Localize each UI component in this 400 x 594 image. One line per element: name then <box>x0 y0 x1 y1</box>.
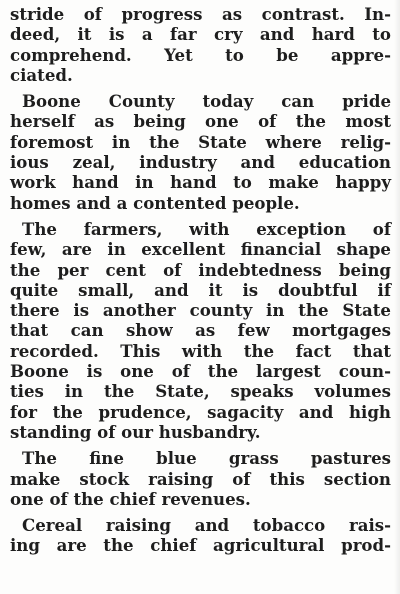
text-line: ciated. <box>10 64 73 85</box>
text-line: work hand in hand to make happy <box>10 172 391 193</box>
text-line: foremost in the State where relig- <box>10 131 391 152</box>
text-line: quite small, and it is doubtful if <box>10 279 391 300</box>
text-line: ing are the chief agricultural prod- <box>10 535 391 556</box>
text-line: there is another county in the State <box>10 300 391 321</box>
text-line: make stock raising of this section <box>10 468 391 489</box>
paragraph-5 <box>10 515 391 556</box>
text-line: ious zeal, industry and education <box>10 152 391 173</box>
paragraph-4 <box>10 448 391 509</box>
text-line: the per cent of indebtedness being <box>10 259 391 280</box>
text-line: herself as being one of the most <box>10 111 391 132</box>
text-line: homes and a contented people. <box>10 192 300 213</box>
text-line: Boone is one of the largest coun- <box>10 361 391 382</box>
page-edge-shadow <box>394 0 400 594</box>
paragraph-2 <box>10 91 391 213</box>
text-line: few, are in excellent financial shape <box>10 239 391 260</box>
text-line: Boone County today can pride <box>22 91 391 112</box>
text-line: The fine blue grass pastures <box>22 448 391 469</box>
text-line: that can show as few mortgages <box>10 320 391 341</box>
paragraph-1 <box>10 4 391 85</box>
text-line: deed, it is a far cry and hard to <box>10 24 391 45</box>
text-line: standing of our husbandry. <box>10 421 261 442</box>
text-line: one of the chief revenues. <box>10 488 251 509</box>
paragraph-3 <box>10 219 391 442</box>
article-column <box>10 4 391 562</box>
text-line: for the prudence, sagacity and high <box>10 401 391 422</box>
text-line: Cereal raising and tobacco rais- <box>22 515 391 536</box>
text-line: stride of progress as contrast. In- <box>10 4 391 24</box>
text-line: The farmers, with exception of <box>22 218 391 239</box>
text-line: ties in the State, speaks volumes <box>10 381 391 402</box>
text-line: recorded. This with the fact that <box>10 340 391 361</box>
text-line: comprehend. Yet to be appre- <box>10 44 391 65</box>
